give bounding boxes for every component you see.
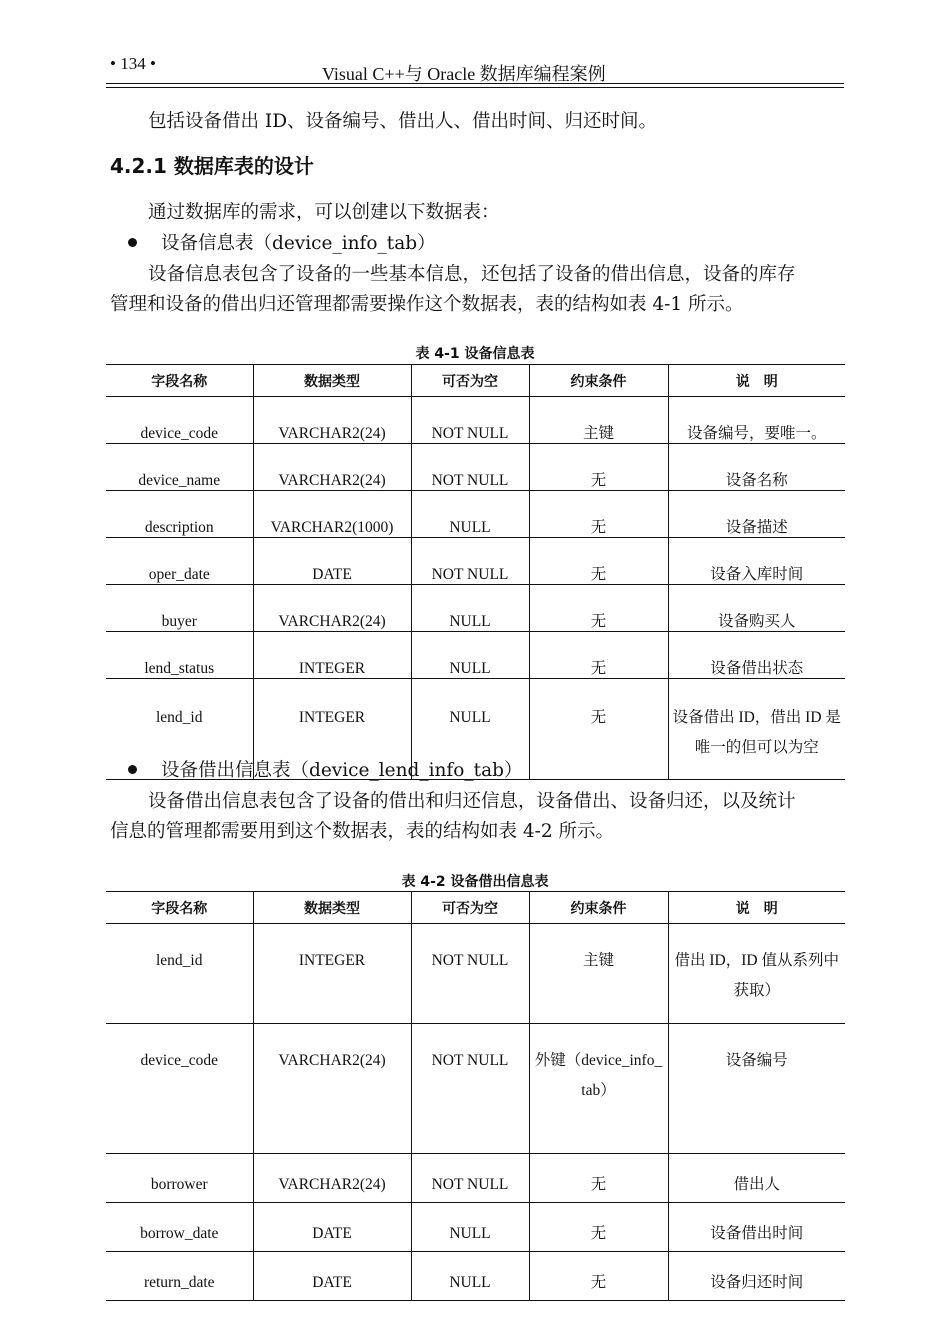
paragraph-intro: 通过数据库的需求，可以创建以下数据表： — [148, 202, 500, 223]
column-header: 字段名称 — [106, 365, 253, 397]
table-cell: 无 — [529, 585, 668, 632]
bullet-icon — [128, 238, 137, 247]
table-cell: 无 — [529, 679, 668, 780]
table-cell: VARCHAR2(24) — [253, 397, 411, 444]
table-cell: NOT NULL — [411, 397, 529, 444]
table-row — [106, 1024, 845, 1154]
table-cell: NULL — [411, 1252, 529, 1301]
table-cell: INTEGER — [253, 924, 411, 1024]
column-header: 说 明 — [668, 892, 845, 924]
table-cell: INTEGER — [253, 632, 411, 679]
table-cell: buyer — [106, 585, 253, 632]
table-cell: VARCHAR2(1000) — [253, 491, 411, 538]
table-cell: device_code — [106, 1024, 253, 1154]
table-cell: 无 — [529, 1154, 668, 1203]
table-caption: 表 4-2 设备借出信息表 — [401, 874, 549, 890]
table-header-row — [106, 892, 845, 924]
table-row — [106, 1252, 845, 1301]
paragraph-2-line-2: 信息的管理都需要用到这个数据表，表的结构如表 4-2 所示。 — [110, 821, 615, 842]
table-cell: 设备购买人 — [668, 585, 845, 632]
table-row — [106, 538, 845, 585]
table-cell: 无 — [529, 491, 668, 538]
column-header: 说 明 — [668, 365, 845, 397]
bullet-text: 设备借出信息表（device_lend_info_tab） — [161, 760, 523, 781]
table-cell: 借出 ID，ID 值从系列中获取） — [668, 924, 845, 1024]
column-header: 字段名称 — [106, 892, 253, 924]
table-cell: description — [106, 491, 253, 538]
table-cell: VARCHAR2(24) — [253, 1024, 411, 1154]
table-cell: DATE — [253, 1252, 411, 1301]
section-heading: 4.2.1 数据库表的设计 — [110, 154, 314, 178]
device-lend-info-table — [106, 891, 845, 1301]
table-cell: 设备借出 ID，借出 ID 是唯一的但可以为空 — [668, 679, 845, 780]
table-cell: 主键 — [529, 397, 668, 444]
table-cell: NULL — [411, 491, 529, 538]
table-cell: 设备借出状态 — [668, 632, 845, 679]
table-cell: borrower — [106, 1154, 253, 1203]
table-cell: 设备入库时间 — [668, 538, 845, 585]
table-cell: NULL — [411, 679, 529, 780]
table-cell: 设备编号 — [668, 1024, 845, 1154]
device-info-table — [106, 364, 845, 780]
intro-line: 包括设备借出 ID、设备编号、借出人、借出时间、归还时间。 — [148, 111, 658, 132]
table-cell: oper_date — [106, 538, 253, 585]
table-cell: NOT NULL — [411, 1154, 529, 1203]
table-cell: device_name — [106, 444, 253, 491]
paragraph-1-line-2: 管理和设备的借出归还管理都需要操作这个数据表，表的结构如表 4-1 所示。 — [110, 294, 744, 315]
table-row — [106, 1154, 845, 1203]
header-rule-thin — [106, 87, 844, 88]
column-header: 可否为空 — [411, 892, 529, 924]
table-row — [106, 924, 845, 1024]
table-cell: NULL — [411, 585, 529, 632]
table-cell: NOT NULL — [411, 1024, 529, 1154]
header-rule — [106, 83, 844, 84]
bullet-device-info — [128, 229, 436, 259]
table-cell: NULL — [411, 632, 529, 679]
table-header-row — [106, 365, 845, 397]
column-header: 可否为空 — [411, 365, 529, 397]
bullet-icon — [128, 765, 137, 774]
paragraph-2-line-1: 设备借出信息表包含了设备的借出和归还信息，设备借出、设备归还，以及统计 — [148, 791, 796, 812]
table-cell: 借出人 — [668, 1154, 845, 1203]
table-cell: 设备归还时间 — [668, 1252, 845, 1301]
table-cell: 无 — [529, 1252, 668, 1301]
table-cell: NULL — [411, 1203, 529, 1252]
table-cell: 设备借出时间 — [668, 1203, 845, 1252]
bullet-text: 设备信息表（device_info_tab） — [161, 233, 436, 254]
table-cell: INTEGER — [253, 679, 411, 780]
table-cell: VARCHAR2(24) — [253, 444, 411, 491]
table-cell: 无 — [529, 538, 668, 585]
column-header: 数据类型 — [253, 365, 411, 397]
table-cell: NOT NULL — [411, 924, 529, 1024]
table-cell: DATE — [253, 538, 411, 585]
table-row — [106, 632, 845, 679]
table-cell: 设备编号，要唯一。 — [668, 397, 845, 444]
table-row — [106, 397, 845, 444]
column-header: 约束条件 — [529, 365, 668, 397]
table-row — [106, 491, 845, 538]
table-cell: 外键（device_info_tab） — [529, 1024, 668, 1154]
table-row — [106, 444, 845, 491]
table-cell: NOT NULL — [411, 444, 529, 491]
table-caption: 表 4-1 设备信息表 — [415, 346, 535, 362]
paragraph-1-line-1: 设备信息表包含了设备的一些基本信息，还包括了设备的借出信息，设备的库存 — [148, 264, 796, 285]
table-cell: return_date — [106, 1252, 253, 1301]
column-header: 数据类型 — [253, 892, 411, 924]
table-cell: NOT NULL — [411, 538, 529, 585]
page-number: • 134 • — [110, 54, 156, 73]
table-cell: borrow_date — [106, 1203, 253, 1252]
table-cell: lend_id — [106, 924, 253, 1024]
table-cell: 无 — [529, 1203, 668, 1252]
table-cell: lend_status — [106, 632, 253, 679]
table-row — [106, 585, 845, 632]
table-cell: VARCHAR2(24) — [253, 585, 411, 632]
table-cell: VARCHAR2(24) — [253, 1154, 411, 1203]
table-cell: 设备描述 — [668, 491, 845, 538]
table-row — [106, 1203, 845, 1252]
running-header-title: Visual C++与 Oracle 数据库编程案例 — [322, 64, 606, 84]
table-cell: DATE — [253, 1203, 411, 1252]
column-header: 约束条件 — [529, 892, 668, 924]
bullet-device-lend-info — [128, 756, 522, 786]
table-cell: lend_id — [106, 679, 253, 780]
table-cell: device_code — [106, 397, 253, 444]
table-cell: 主键 — [529, 924, 668, 1024]
table-cell: 设备名称 — [668, 444, 845, 491]
table-cell: 无 — [529, 444, 668, 491]
table-cell: 无 — [529, 632, 668, 679]
